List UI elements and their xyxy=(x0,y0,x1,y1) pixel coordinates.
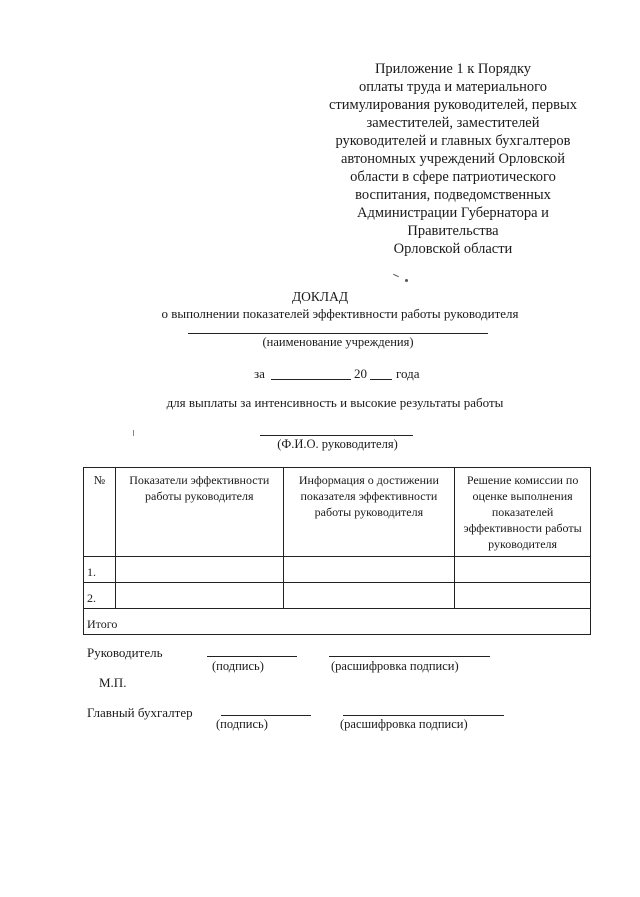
appendix-line: области в сфере патриотического xyxy=(350,169,556,185)
appendix-line: воспитания, подведомственных xyxy=(355,187,551,203)
period-year-prefix: 20 xyxy=(354,366,367,381)
stamp-label: М.П. xyxy=(99,675,127,690)
accountant-signature-caption: (подпись) xyxy=(216,717,268,731)
appendix-line: Орловской области xyxy=(393,241,513,257)
appendix-line: заместителей, заместителей xyxy=(366,115,540,131)
head-name-line xyxy=(260,435,413,436)
table-cell xyxy=(283,583,455,609)
head-signature-label: Руководитель xyxy=(87,645,163,660)
accountant-signature-line xyxy=(221,715,311,716)
report-subtitle: о выполнении показателей эффективности работы руководителя xyxy=(161,306,519,321)
institution-caption: (наименование учреждения) xyxy=(262,335,414,349)
row-number: 1. xyxy=(84,557,116,583)
table-total-row xyxy=(84,609,591,635)
period-prefix: за xyxy=(254,366,265,381)
table-cell xyxy=(455,583,591,609)
appendix-line: оплаты труда и материального xyxy=(359,79,547,95)
scan-speck xyxy=(393,274,399,277)
head-signature-line xyxy=(207,656,297,657)
appendix-line: руководителей и главных бухгалтеров xyxy=(335,133,571,149)
table-header-row xyxy=(84,468,591,557)
head-name-caption: (Ф.И.О. руководителя) xyxy=(277,437,398,451)
purpose-text: для выплаты за интенсивность и высокие результаты работы xyxy=(166,395,504,410)
header-number: № xyxy=(84,468,116,557)
performance-table xyxy=(83,467,591,635)
table-cell xyxy=(115,557,283,583)
header-commission-decision: Решение комиссии по оценке выполнения показателей эффективности работы руководителя xyxy=(455,468,591,557)
appendix-line: автономных учреждений Орловской xyxy=(340,151,566,167)
scan-speck xyxy=(405,279,408,282)
appendix-line: Правительства xyxy=(407,223,499,239)
head-decoding-caption: (расшифровка подписи) xyxy=(331,659,459,673)
appendix-line: Администрации Губернатора и xyxy=(357,205,549,221)
period-date-line xyxy=(271,379,351,380)
table-cell xyxy=(283,557,455,583)
period-year-line xyxy=(370,379,392,380)
total-label: Итого xyxy=(84,609,591,635)
head-decoding-line xyxy=(329,656,490,657)
header-achievement-info: Информация о достижении показателя эффективности работы руководителя xyxy=(283,468,455,557)
appendix-line: Приложение 1 к Порядку xyxy=(374,61,532,77)
table-row xyxy=(84,557,591,583)
report-title: ДОКЛАД xyxy=(291,289,349,304)
accountant-signature-label: Главный бухгалтер xyxy=(87,705,193,720)
header-indicators: Показатели эффективности работы руководителя xyxy=(115,468,283,557)
appendix-header xyxy=(300,60,606,258)
institution-line xyxy=(188,333,488,334)
table-row xyxy=(84,583,591,609)
scan-speck xyxy=(133,430,134,436)
table-cell xyxy=(115,583,283,609)
head-signature-caption: (подпись) xyxy=(212,659,264,673)
accountant-decoding-line xyxy=(343,715,504,716)
accountant-decoding-caption: (расшифровка подписи) xyxy=(340,717,468,731)
appendix-line: стимулирования руководителей, первых xyxy=(328,97,578,113)
period-suffix: года xyxy=(396,366,420,381)
table-cell xyxy=(455,557,591,583)
row-number: 2. xyxy=(84,583,116,609)
